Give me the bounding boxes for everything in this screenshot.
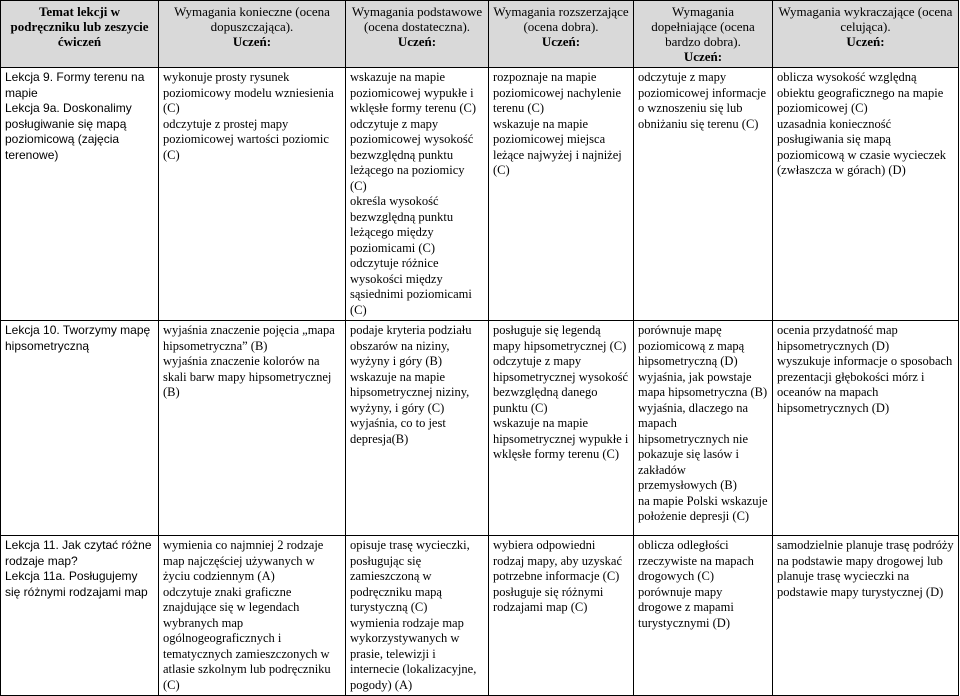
- header-podstawowe-sub: Uczeń:: [397, 34, 437, 49]
- header-rozszerzajace-sub: Uczeń:: [541, 34, 581, 49]
- header-podstawowe: [346, 1, 489, 68]
- cell-rozszerzajace: [489, 536, 634, 696]
- requirement-item: rozpoznaje na mapie poziomicowej nachylenie terenu (C): [493, 70, 622, 115]
- requirement-item: posługuje się różnymi rodzajami map (C): [493, 584, 604, 614]
- requirement-item: podaje kryteria podziału obszarów na niziny, wyżyny i góry (B): [350, 323, 472, 368]
- cell-lesson: [1, 536, 159, 696]
- header-rozszerzajace: [489, 1, 634, 68]
- requirement-item: wybiera odpowiedni rodzaj mapy, aby uzyskać potrzebne informacje (C): [493, 538, 622, 583]
- cell-konieczne: [159, 536, 346, 696]
- lesson-title: Lekcja 11. Jak czytać różne rodzaje map?: [5, 538, 152, 568]
- lesson-title: Lekcja 10. Tworzymy mapę hipsometryczną: [5, 323, 151, 353]
- cell-rozszerzajace: [489, 68, 634, 321]
- requirement-item: opisuje trasę wycieczki, posługując się zamieszczoną w podręczniku mapą turystyczną (C): [350, 538, 470, 614]
- requirement-item: oblicza odległości rzeczywiste na mapach drogowych (C): [638, 538, 754, 583]
- requirement-item: odczytuje z mapy poziomicowej wysokość bezwzględną punktu leżącego na poziomicy (C): [350, 116, 474, 193]
- cell-dopelniajace: [634, 321, 773, 536]
- header-lesson-label: Temat lekcji w podręczniku lub zeszycie ćwiczeń: [10, 4, 149, 49]
- header-dopelniajace-label: Wymagania dopełniające (ocena bardzo dobra).: [651, 4, 755, 49]
- requirement-item: wymienia rodzaje map wykorzystywanych w prasie, telewizji i internecie (lokalizacyjne, pogody) (A): [350, 615, 477, 692]
- requirement-item: odczytuje z mapy hipsometrycznej wysokość bezwzględną danego punktu (C): [493, 354, 629, 415]
- cell-dopelniajace: [634, 68, 773, 321]
- requirement-item: wyszukuje informacje o sposobach prezentacji głębokości mórz i oceanów na mapach hipsometrycznych (D): [777, 354, 953, 415]
- header-konieczne-sub: Uczeń:: [232, 34, 272, 49]
- requirement-item: wskazuje na mapie hipsometrycznej wypukłe i wklęsłe formy terenu (C): [493, 416, 629, 461]
- lesson-title: Lekcja 9a. Doskonalimy posługiwanie się mapą poziomicową (zajęcia terenowe): [5, 101, 132, 162]
- cell-wykraczajace: [773, 68, 959, 321]
- requirement-item: odczytuje z mapy poziomicowej informacje o wznoszeniu się lub obniżaniu się terenu (C): [638, 70, 767, 131]
- requirement-item: wymienia co najmniej 2 rodzaje map najczęściej używanych w życiu codziennym (A): [163, 538, 324, 583]
- requirement-item: odczytuje z prostej mapy poziomicowej wartości poziomic (C): [163, 116, 329, 162]
- requirement-item: wyjaśnia, co to jest depresja(B): [350, 416, 446, 446]
- header-konieczne: [159, 1, 346, 68]
- table-row: [1, 68, 959, 321]
- cell-konieczne: [159, 321, 346, 536]
- cell-rozszerzajace: [489, 321, 634, 536]
- table-row: [1, 536, 959, 696]
- cell-podstawowe: [346, 321, 489, 536]
- header-wykraczajace: [773, 1, 959, 68]
- requirement-item: porównuje mapę poziomicową z mapą hipsometryczną (D): [638, 323, 745, 368]
- requirement-item: samodzielnie planuje trasę podróży na podstawie mapy drogowej lub planuje trasę wycieczki na podstawie mapy turystycznej (D): [777, 538, 954, 599]
- table-row: [1, 321, 959, 536]
- header-podstawowe-label: Wymagania podstawowe (ocena dostateczna).: [351, 4, 483, 34]
- requirement-item: wyjaśnia znaczenie pojęcia „mapa hipsometryczna” (B): [163, 323, 335, 353]
- cell-podstawowe: [346, 536, 489, 696]
- requirement-item: wyjaśnia, dlaczego na mapach hipsometrycznych nie pokazuje się lasów i zakładów przemysłowych (B): [638, 400, 749, 492]
- requirement-item: oblicza wysokość względną obiektu geograficznego na mapie poziomicowej (C): [777, 70, 944, 115]
- cell-konieczne: [159, 68, 346, 321]
- requirement-item: wyjaśnia, jak powstaje mapa hipsometryczna (B): [638, 369, 768, 399]
- requirement-item: określa wysokość bezwzględną punktu leżącego między poziomicami (C): [350, 194, 454, 255]
- requirement-item: odczytuje różnice wysokości między sąsiednimi poziomicami (C): [350, 256, 472, 317]
- requirement-item: na mapie Polski wskazuje położenie depresji (C): [638, 493, 768, 523]
- requirement-item: ocenia przydatność map hipsometrycznych (D): [777, 323, 898, 353]
- header-wykraczajace-label: Wymagania wykraczające (ocena celująca).: [778, 4, 953, 34]
- lesson-title: Lekcja 9. Formy terenu na mapie: [5, 70, 145, 100]
- lesson-title: Lekcja 11a. Posługujemy się różnymi rodzajami map: [5, 569, 148, 599]
- cell-wykraczajace: [773, 321, 959, 536]
- cell-lesson: [1, 68, 159, 321]
- requirement-item: odczytuje znaki graficzne znajdujące się w legendach wybranych map ogólnogeograficznych i tematycznych zamieszczonych w atlasie szkolnym lub podręczniku (C): [163, 584, 331, 692]
- cell-podstawowe: [346, 68, 489, 321]
- header-wykraczajace-sub: Uczeń:: [846, 34, 885, 49]
- header-lesson: [1, 1, 159, 68]
- requirement-item: uzasadnia konieczność posługiwania się mapą poziomicową w czasie wycieczek (zwłaszcza w górach) (D): [777, 116, 947, 177]
- requirement-item: porównuje mapy drogowe z mapami turystycznymi (D): [638, 584, 734, 630]
- requirement-item: wskazuje na mapie hipsometrycznej niziny, wyżyny, i góry (C): [350, 369, 470, 415]
- requirement-item: posługuje się legendą mapy hipsometrycznej (C): [493, 323, 627, 353]
- requirement-item: wskazuje na mapie poziomicowej miejsca leżące najwyżej i najniżej (C): [493, 116, 622, 177]
- header-rozszerzajace-label: Wymagania rozszerzające (ocena dobra).: [493, 4, 629, 34]
- requirement-item: wskazuje na mapie poziomicowej wypukłe i wklęsłe formy terenu (C): [350, 70, 477, 115]
- header-row: [1, 1, 959, 68]
- cell-wykraczajace: [773, 536, 959, 696]
- requirement-item: wyjaśnia znaczenie kolorów na skali barw mapy hipsometrycznej (B): [163, 354, 332, 399]
- cell-dopelniajace: [634, 536, 773, 696]
- cell-lesson: [1, 321, 159, 536]
- header-dopelniajace-sub: Uczeń:: [683, 49, 723, 64]
- header-dopelniajace: [634, 1, 773, 68]
- header-konieczne-label: Wymagania konieczne (ocena dopuszczająca).: [174, 4, 330, 34]
- requirement-item: wykonuje prosty rysunek poziomicowy modelu wzniesienia (C): [163, 70, 334, 115]
